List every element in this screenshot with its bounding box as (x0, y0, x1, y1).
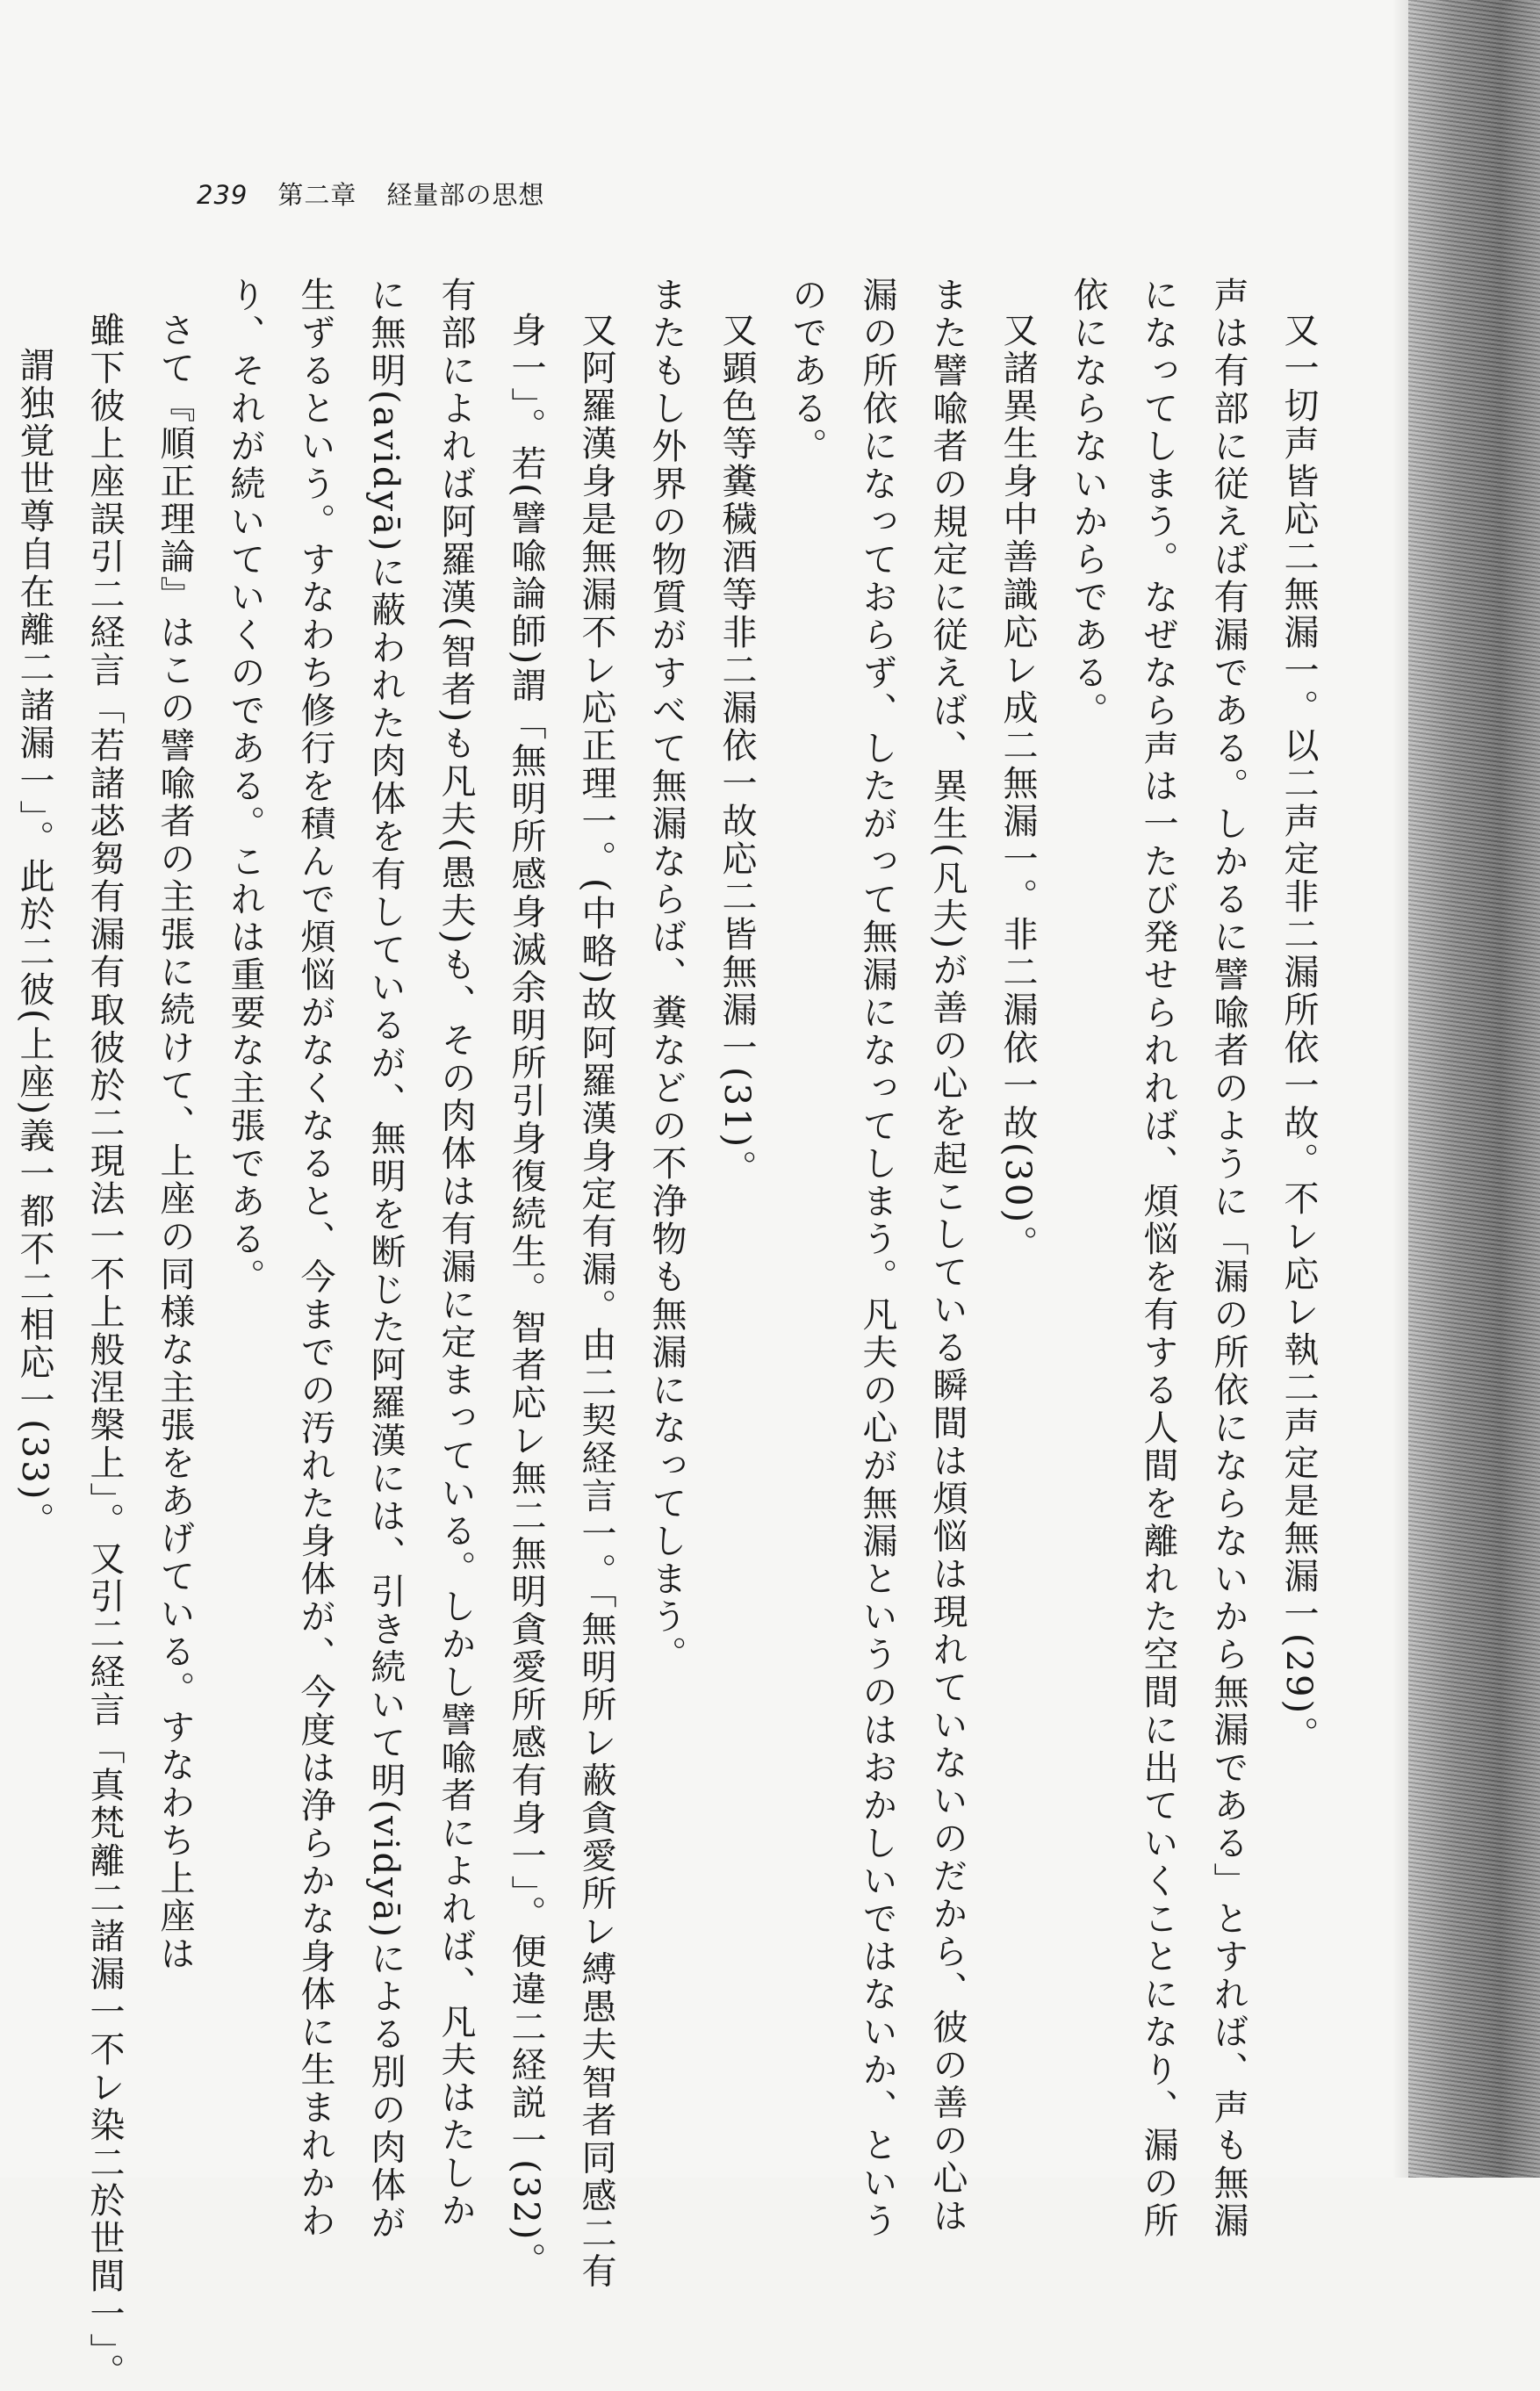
text-line: のである。 (787, 277, 827, 465)
text-line: り、それが続いていくのである。これは重要な主張である。 (225, 277, 265, 1296)
text-line: 生ずるという。すなわち修行を積んで煩悩がなくなると、今までの汚れた身体が、今度は浄らかな身体に生まれかわ (295, 277, 335, 2240)
text-line: 又顕色等糞穢酒等非二漏依一故応二皆無漏一(31)。 (716, 312, 757, 1188)
text-line: になってしまう。なぜなら声は一たび発せられれば、煩悩を有する人間を離れた空間に出ていくことになり、漏の所 (1138, 277, 1178, 2240)
text-line: 又諸異生身中善識応レ成二無漏一。非二漏依一故(30)。 (997, 312, 1038, 1264)
spine-edge-shading (1392, 0, 1408, 2178)
text-line: 身一」。若(譬喩論師)謂「無明所感身滅余明所引身復続生。智者応レ無二無明貪愛所感有身一」。便違二経説一(32)。 (506, 312, 546, 2280)
page-number: 239 (197, 180, 248, 210)
text-line: 謂独覚世尊自在離二諸漏一」。此於二彼(上座)義一都不二相応一(33)。 (14, 347, 54, 1540)
text-line: さて『順正理論』はこの譬喩者の主張に続けて、上座の同様な主張をあげている。すなわち上座は (155, 312, 195, 1973)
text-line: 又阿羅漢身是無漏不レ応正理一。(中略)故阿羅漢身定有漏。由二契経言一。「無明所レ蔽貪愛所レ縛愚夫智者同感二有 (576, 312, 616, 2291)
chapter-label: 第二章 (277, 180, 357, 210)
chapter-title: 経量部の思想 (386, 180, 545, 210)
vertical-body-text (0, 277, 1334, 2391)
text-line: 有部によれば阿羅漢(智者)も凡夫(愚夫)も、その肉体は有漏に定まっている。しかし譬喩者によれば、凡夫はたしか (435, 277, 476, 2230)
text-line: また譬喩者の規定に従えば、異生(凡夫)が善の心を起こしている瞬間は煩悩は現れていないのだから、彼の善の心は (927, 277, 968, 2236)
text-line: またもし外界の物質がすべて無漏ならば、糞などの不浄物も無漏になってしまう。 (646, 277, 687, 1674)
text-line: 漏の所依になっておらず、したがって無漏になってしまう。凡夫の心が無漏というのはおかしいではないか、という (857, 277, 897, 2240)
text-line: 雖下彼上座誤引二経言「若諸苾芻有漏有取彼於二現法一不上般涅槃上」。又引二経言「真梵離二諸漏一不レ染二於世間一」。 (84, 312, 125, 2391)
text-line: に無明(avidyā)に蔽われた肉体を有しているが、無明を断じた阿羅漢には、引き続いて明(vidyā)による別の肉体が (365, 277, 406, 2243)
text-line: 又一切声皆応二無漏一。以二声定非二漏所依一故。不レ応レ執二声定是無漏一(29)。 (1278, 312, 1319, 1754)
running-header (197, 176, 544, 212)
book-spine-shadow (1408, 0, 1540, 2178)
text-line: 依にならないからである。 (1068, 277, 1108, 730)
text-line: 声は有部に従えば有漏である。しかるに譬喩者のように「漏の所依にならないから無漏である」とすれば、声も無漏 (1208, 277, 1249, 2240)
